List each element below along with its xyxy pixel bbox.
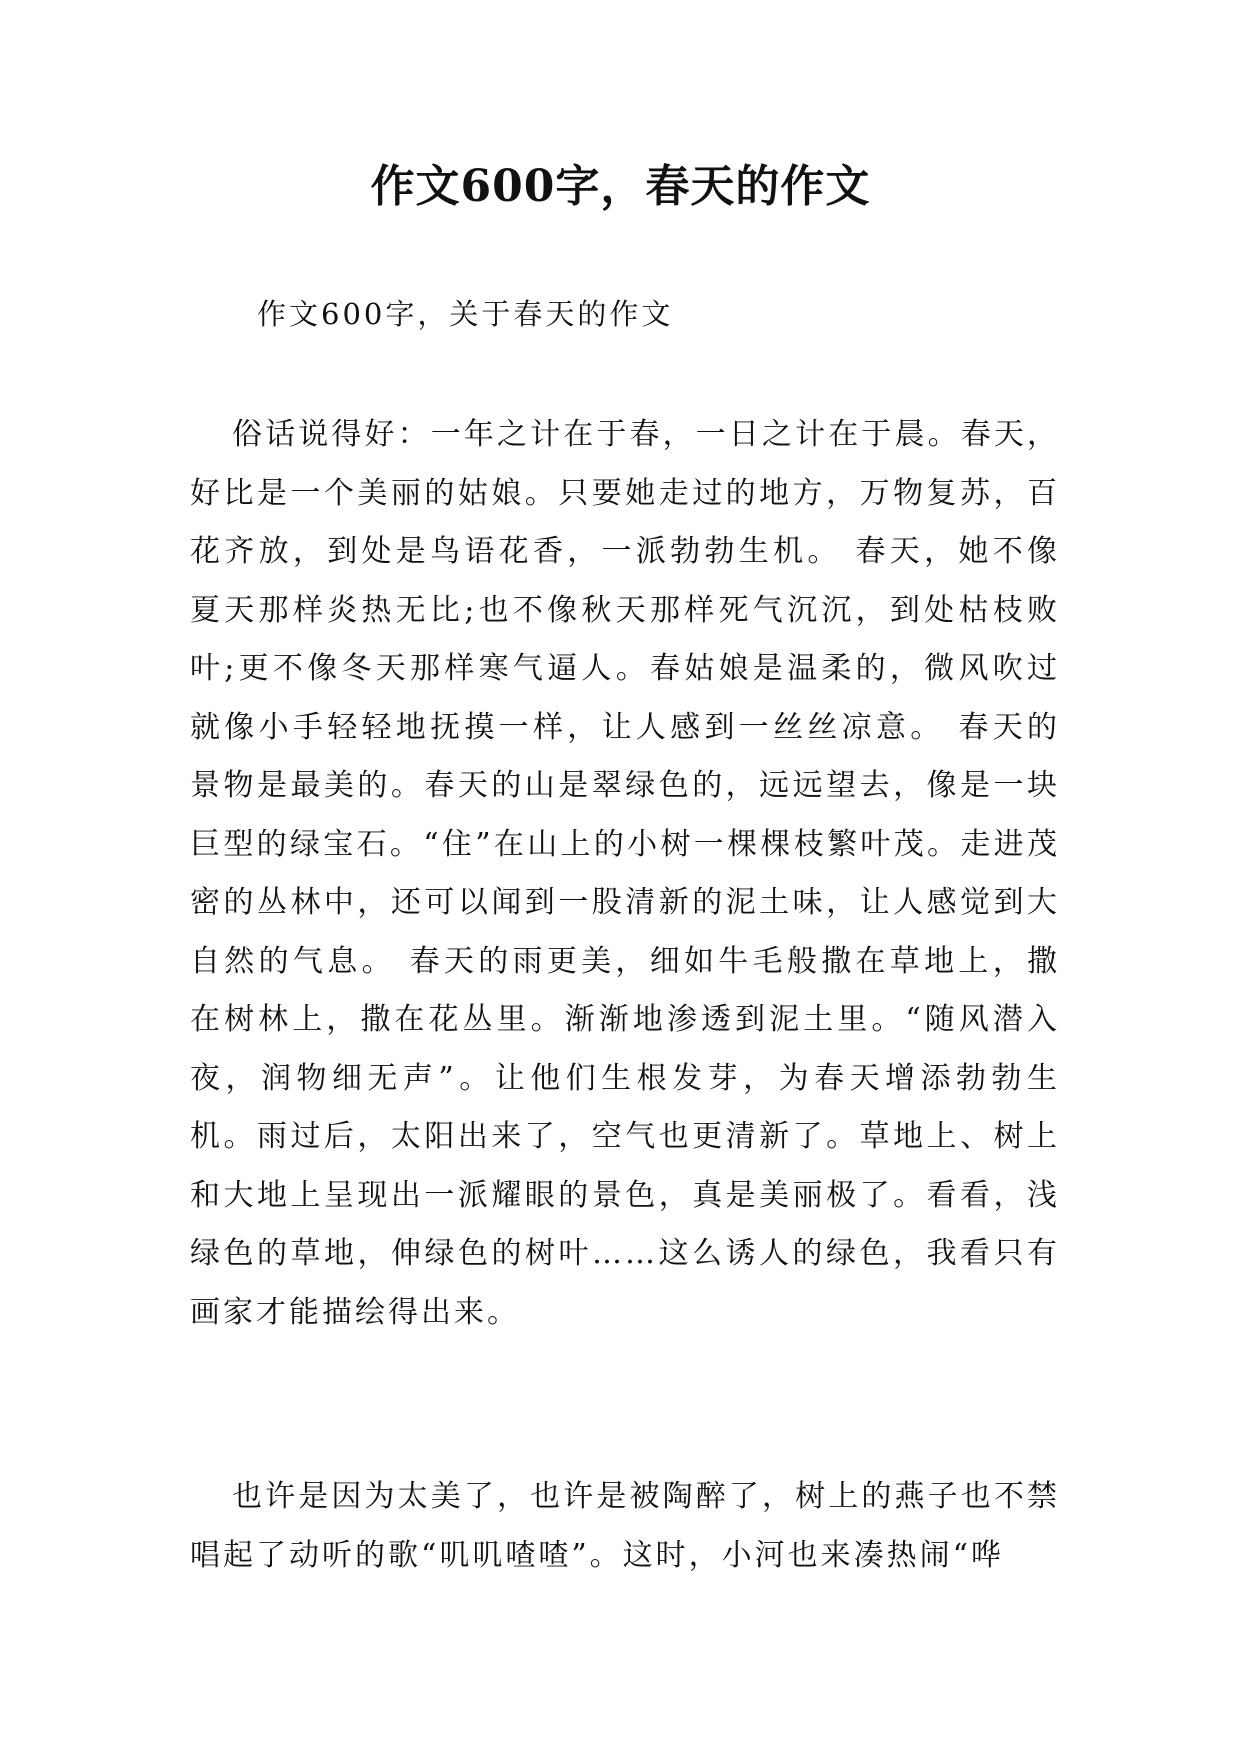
body-paragraph: 俗话说得好：一年之计在于春，一日之计在于晨。春天，好比是一个美丽的姑娘。只要她走过的地方，万物复苏，百花齐放，到处是鸟语花香，一派勃勃生机。 春天，她不像夏天那样炎热无比;也不像秋天那样死气沉沉，到处枯枝败叶;更不像冬天那样寒气逼人。春姑娘是温柔的，微风吹过就像小手轻轻地抚摸一样，让人感到一丝丝凉意。 春天的景物是最美的。春天的山是翠绿色的，远远望去，像是一块巨型的绿宝石。“住”在山上的小树一棵棵枝繁叶茂。走进茂密的丛林中，还可以闻到一股清新的泥土味，让人感觉到大自然的气息。 春天的雨更美，细如牛毛般撒在草地上，撒在树林上，撒在花丛里。渐渐地渗透到泥土里。“随风潜入夜，润物细无声”。让他们生根发芽，为春天增添勃勃生机。雨过后，太阳出来了，空气也更清新了。草地上、树上和大地上呈现出一派耀眼的景色，真是美丽极了。看看，浅绿色的草地，伸绿色的树叶……这么诱人的绿色，我看只有画家才能描绘得出来。 — [190, 417, 1060, 1330]
body-paragraph: 也许是因为太美了，也许是被陶醉了，树上的燕子也不禁唱起了动听的歌“叽叽喳喳”。这时，小河也来凑热闹“哗 — [190, 1479, 1060, 1573]
document-title: 作文600字，春天的作文 — [370, 161, 871, 212]
document-subtitle: 作文600字，关于春天的作文 — [257, 297, 674, 331]
